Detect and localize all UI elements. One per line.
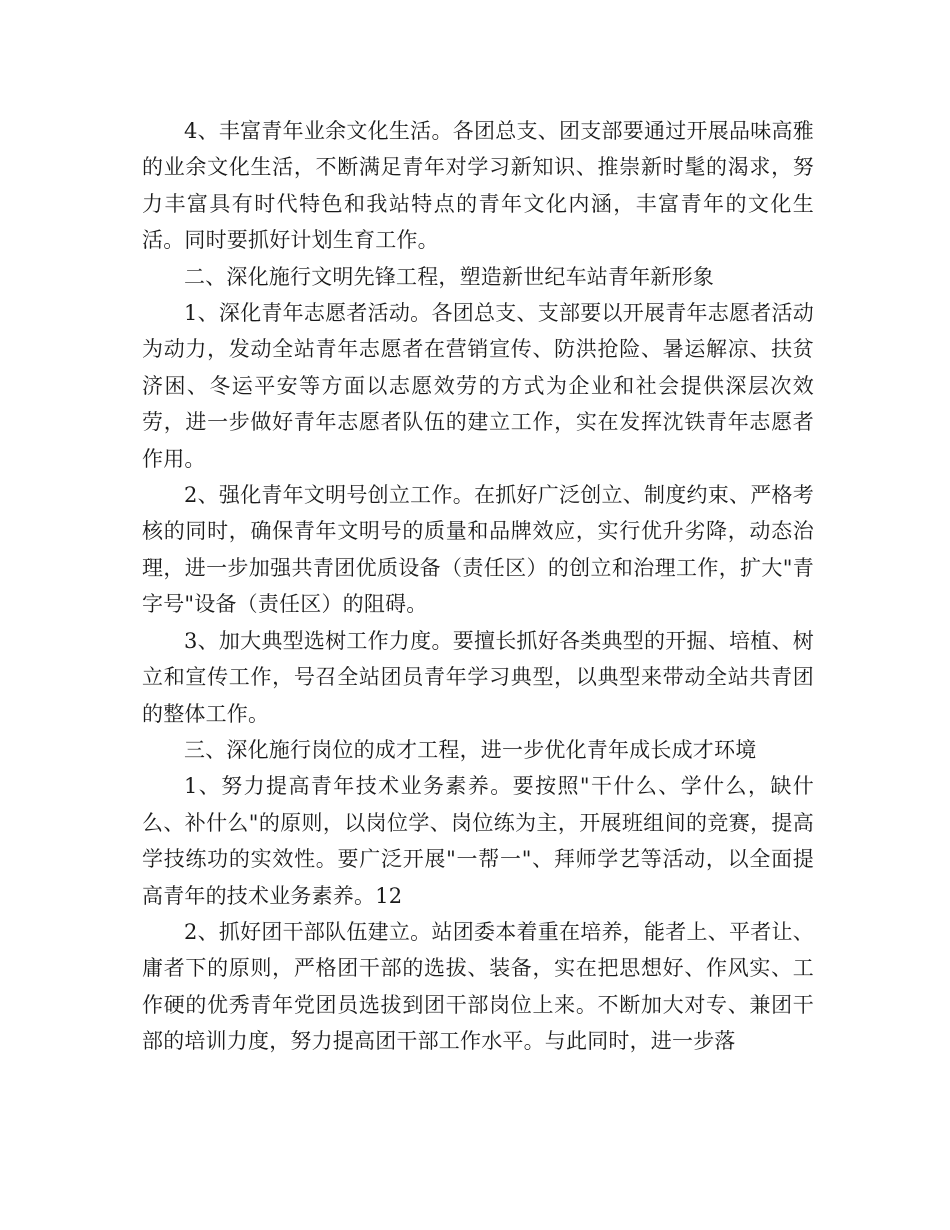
- paragraph-skills: 1、努力提高青年技术业务素养。要按照"干什么、学什么，缺什么、补什么"的原则，以岗位学、岗位练为主，开展班组间的竞赛，提高学技练功的实效性。要广泛开展"一帮一"、拜师学艺等活动，以全面提高青年的技术业务素养。12: [142, 774, 814, 908]
- paragraph-cadre: 2、抓好团干部队伍建立。站团委本着重在培养，能者上、平者让、庸者下的原则，严格团干部的选拔、装备，实在把思想好、作风实、工作硬的优秀青年党团员选拔到团干部岗位上来。不断加大对专、兼团干部的培训力度，努力提高团干部工作水平。与此同时，进一步落: [142, 919, 814, 1054]
- section-heading-civilization: 二、深化施行文明先锋工程，塑造新世纪车站青年新形象: [184, 264, 714, 289]
- document-body: [142, 113, 814, 1060]
- section-heading-talent: 三、深化施行岗位的成才工程，进一步优化青年成长成才环境: [184, 737, 757, 762]
- paragraph-volunteer: 1、深化青年志愿者活动。各团总支、支部要以开展青年志愿者活动为动力，发动全站青年志愿者在营销宣传、防洪抢险、暑运解凉、扶贫济困、冬运平安等方面以志愿效劳的方式为企业和社会提供深层次效劳，进一步做好青年志愿者队伍的建立工作，实在发挥沈铁青年志愿者作用。: [142, 301, 814, 471]
- paragraph-role-models: 3、加大典型选树工作力度。要擅长抓好各类典型的开掘、培植、树立和宣传工作，号召全站团员青年学习典型，以典型来带动全站共青团的整体工作。: [142, 628, 814, 726]
- paragraph-civilization-unit: 2、强化青年文明号创立工作。在抓好广泛创立、制度约束、严格考核的同时，确保青年文明号的质量和品牌效应，实行优升劣降，动态治理，进一步加强共青团优质设备（责任区）的创立和治理工作，扩大"青字号"设备（责任区）的阻碍。: [142, 483, 814, 617]
- paragraph-culture-life: 4、丰富青年业余文化生活。各团总支、团支部要通过开展品味高雅的业余文化生活，不断满足青年对学习新知识、推崇新时髦的渴求，努力丰富具有时代特色和我站特点的青年文化内涵，丰富青年的文化生活。同时要抓好计划生育工作。: [142, 119, 814, 253]
